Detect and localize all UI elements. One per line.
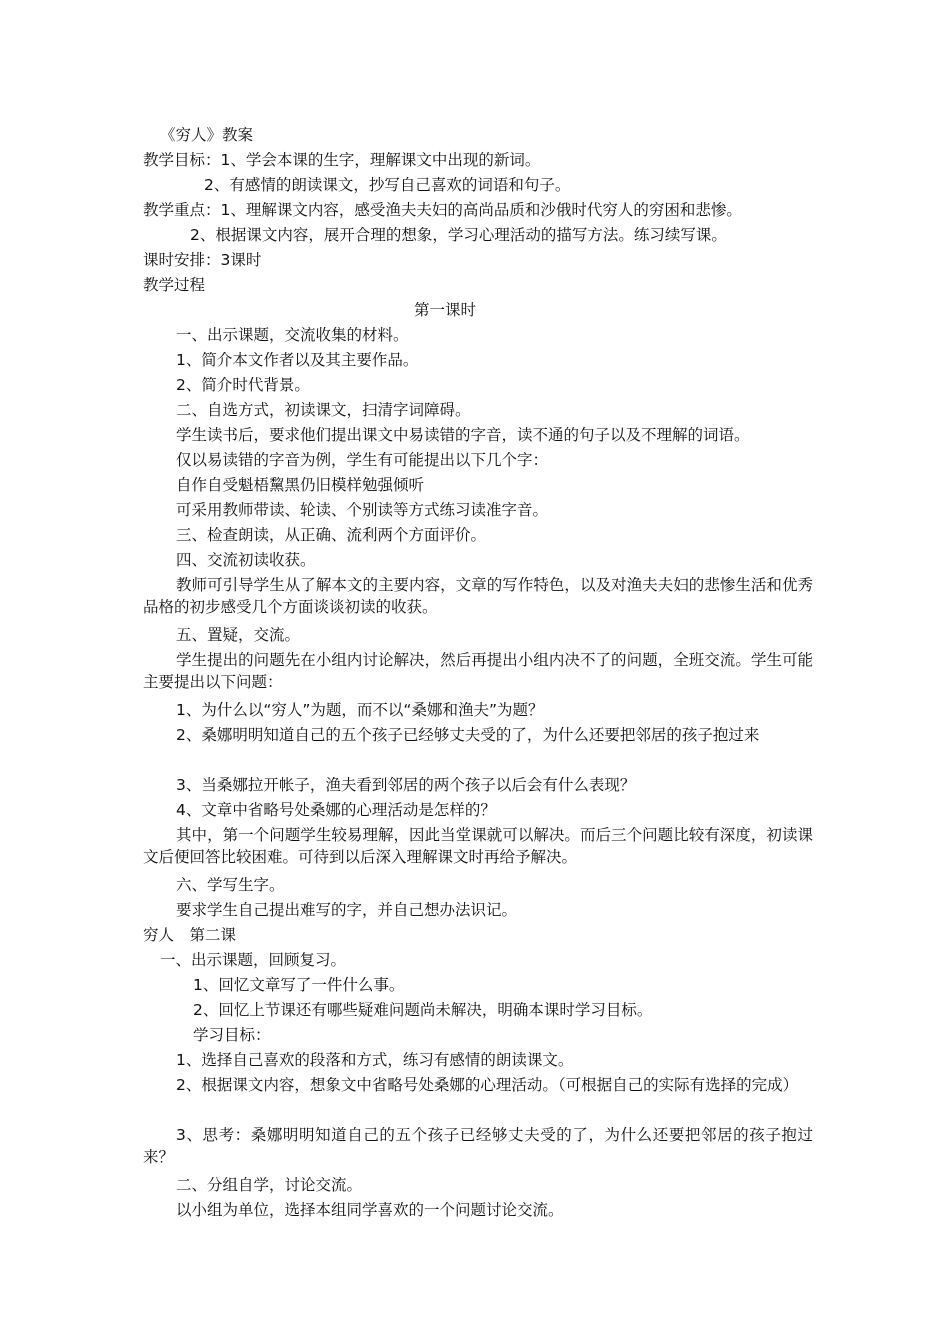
- section-6-heading: 六、学写生字。: [176, 876, 285, 894]
- process-heading: 教学过程: [143, 276, 206, 294]
- lesson1-line: 四、交流初读收获。: [176, 551, 316, 569]
- lesson1-line: 学生读书后，要求他们提出课文中易读错的字音，读不通的句子以及不理解的词语。: [176, 426, 750, 444]
- answer-paragraph: 其中，第一个问题学生较易理解，因此当堂课就可以解决。而后三个问题比较有深度，初读课文后便回答比较困难。可待到以后深入理解课文时再给予解决。: [143, 826, 813, 866]
- lesson1-line: 一、出示课题，交流收集的材料。: [176, 326, 409, 344]
- schedule-line: 课时安排：3课时: [143, 251, 262, 269]
- goal-3: 3、思考：桑娜明明知道自己的五个孩子已经够丈夫受的了，为什么还要把邻居的孩子抱过来？: [143, 1126, 813, 1166]
- lesson1-line: 仅以易读错的字音为例，学生有可能提出以下几个字：: [176, 451, 549, 469]
- review-item-2: 2、回忆上节课还有哪些疑难问题尚未解决，明确本课时学习目标。: [193, 1001, 653, 1019]
- gains-paragraph: 教师可引导学生从了解本文的主要内容，文章的写作特色，以及对渔夫夫妇的悲惨生活和优秀品格的初步感受几个方面谈谈初读的收获。: [143, 576, 813, 616]
- key-points-line-2: 2、根据课文内容，展开合理的想象，学习心理活动的描写方法。练习续写课。: [190, 226, 727, 244]
- question-3: 3、当桑娜拉开帐子，渔夫看到邻居的两个孩子以后会有什么表现？: [176, 776, 636, 794]
- question-4: 4、文章中省略号处桑娜的心理活动是怎样的？: [176, 801, 496, 819]
- lesson1-line: 1、简介本文作者以及其主要作品。: [176, 351, 419, 369]
- key-points-line-1: 教学重点：1、理解课文内容，感受渔夫夫妇的高尚品质和沙俄时代穷人的穷困和悲惨。: [143, 201, 742, 219]
- lesson1-line: 可采用教师带读、轮读、个别读等方式练习读准字音。: [176, 501, 549, 519]
- questions-paragraph: 学生提出的问题先在小组内讨论解决，然后再提出小组内决不了的问题，全班交流。学生可能主要提出以下问题：: [143, 651, 813, 691]
- review-item-1: 1、回忆文章写了一件什么事。: [193, 976, 405, 994]
- question-2: 2、桑娜明明知道自己的五个孩子已经够丈夫受的了，为什么还要把邻居的孩子抱过来: [176, 726, 760, 744]
- lesson1-line: 自作自受魁梧黧黑仍旧模样勉强倾听: [176, 476, 425, 494]
- lesson2-section-2: 二、分组自学，讨论交流。: [176, 1176, 363, 1194]
- goals-label: 学习目标：: [193, 1026, 271, 1044]
- document-title: 《穷人》教案: [160, 126, 254, 144]
- goal-1: 1、选择自己喜欢的段落和方式，练习有感情的朗读课文。: [176, 1051, 574, 1069]
- lesson2-section-2-text: 以小组为单位，选择本组同学喜欢的一个问题讨论交流。: [176, 1201, 564, 1219]
- question-1: 1、为什么以“穷人”为题，而不以“桑娜和渔夫”为题？: [176, 701, 544, 719]
- lesson1-line: 三、检查朗读，从正确、流利两个方面评价。: [176, 526, 487, 544]
- goal-2: 2、根据课文内容，想象文中省略号处桑娜的心理活动。（可根据自己的实际有选择的完成）: [176, 1076, 799, 1094]
- lesson2-heading: 穷人 第二课: [143, 926, 237, 944]
- section-5-heading: 五、置疑，交流。: [176, 626, 301, 644]
- section-6-text: 要求学生自己提出难写的字，并自己想办法识记。: [176, 901, 518, 919]
- lesson2-section-1: 一、出示课题，回顾复习。: [160, 951, 347, 969]
- lesson1-line: 二、自选方式，初读课文，扫清字词障碍。: [176, 401, 471, 419]
- objectives-line-2: 2、有感情的朗读课文，抄写自己喜欢的词语和句子。: [204, 176, 571, 194]
- lesson1-heading: 第一课时: [413, 301, 476, 319]
- objectives-line-1: 教学目标：1、学会本课的生字，理解课文中出现的新词。: [143, 151, 541, 169]
- lesson1-line: 2、简介时代背景。: [176, 376, 310, 394]
